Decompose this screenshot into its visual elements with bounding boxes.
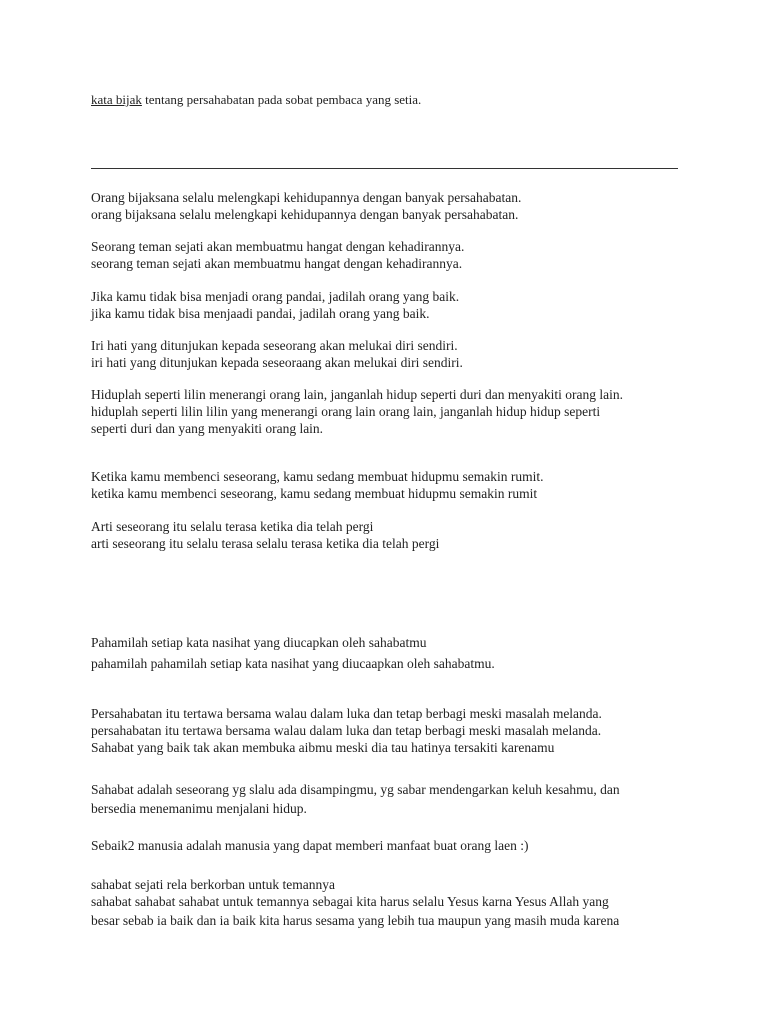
paragraph-line: Seorang teman sejati akan membuatmu hangat dengan kehadirannya. — [91, 239, 465, 254]
paragraph — [91, 781, 691, 817]
paragraph-line: hiduplah seperti lilin lilin yang menerangi orang lain orang lain, janganlah hidup hidup seperti — [91, 404, 601, 419]
paragraph-line: Pahamilah setiap kata nasihat yang diucapkan oleh sahabatmu — [91, 635, 427, 650]
paragraph — [91, 189, 691, 223]
paragraph-line: jika kamu tidak bisa menjaadi pandai, jadilah orang yang baik. — [91, 306, 430, 321]
paragraph-line: sahabat sejati rela berkorban untuk temannya — [91, 877, 336, 892]
paragraph — [91, 337, 691, 371]
paragraph — [91, 518, 691, 552]
header-text: tentang persahabatan pada sobat pembaca yang setia. — [141, 92, 422, 107]
paragraph-line: orang bijaksana selalu melengkapi kehidupannya dengan banyak persahabatan. — [91, 207, 519, 222]
paragraph — [91, 288, 691, 322]
paragraph-line: iri hati yang ditunjukan kepada seseoraang akan melukai diri sendiri. — [91, 355, 463, 370]
kata-bijak-link[interactable]: kata bijak — [91, 92, 142, 107]
paragraph-line: seorang teman sejati akan membuatmu hangat dengan kehadirannya. — [91, 256, 463, 271]
paragraph — [91, 386, 691, 437]
header-line — [91, 92, 421, 108]
paragraph-line: bersedia menemanimu menjalani hidup. — [91, 801, 307, 816]
paragraph-line: seperti duri dan yang menyakiti orang lain. — [91, 421, 324, 436]
paragraph — [91, 468, 691, 502]
paragraph-line: Sebaik2 manusia adalah manusia yang dapat memberi manfaat buat orang laen :) — [91, 838, 529, 853]
paragraph-line: sahabat sahabat sahabat untuk temannya sebagai kita harus selalu Yesus karna Yesus Allah yang — [91, 894, 609, 909]
paragraph-line: persahabatan itu tertawa bersama walau dalam luka dan tetap berbagi meski masalah melanda. — [91, 723, 602, 738]
paragraph-line: Persahabatan itu tertawa bersama walau dalam luka dan tetap berbagi meski masalah melanda. — [91, 706, 602, 721]
paragraph-line: ketika kamu membenci seseorang, kamu sedang membuat hidupmu semakin rumit — [91, 486, 538, 501]
paragraph — [91, 634, 691, 672]
paragraph-line: Sahabat adalah seseorang yg slalu ada disampingmu, yg sabar mendengarkan keluh kesahmu, dan — [91, 782, 620, 797]
paragraph-line: Sahabat yang baik tak akan membuka aibmu meski dia tau hatinya tersakiti karenamu — [91, 740, 555, 755]
paragraph-line: Orang bijaksana selalu melengkapi kehidupannya dengan banyak persahabatan. — [91, 190, 522, 205]
paragraph-line: Jika kamu tidak bisa menjadi orang pandai, jadilah orang yang baik. — [91, 289, 460, 304]
paragraph — [91, 876, 691, 929]
paragraph-line: Ketika kamu membenci seseorang, kamu sedang membuat hidupmu semakin rumit. — [91, 469, 544, 484]
paragraph-line: besar sebab ia baik dan ia baik kita harus sesama yang lebih tua maupun yang masih muda karena — [91, 913, 620, 928]
paragraph-line: Arti seseorang itu selalu terasa ketika dia telah pergi — [91, 519, 374, 534]
paragraph-line: Iri hati yang ditunjukan kepada seseorang akan melukai diri sendiri. — [91, 338, 458, 353]
paragraph — [91, 238, 691, 272]
paragraph-line: pahamilah pahamilah setiap kata nasihat yang diucaapkan oleh sahabatmu. — [91, 656, 495, 671]
paragraph — [91, 705, 691, 756]
horizontal-divider — [91, 168, 678, 169]
paragraph-line: arti seseorang itu selalu terasa selalu terasa ketika dia telah pergi — [91, 536, 440, 551]
paragraph — [91, 837, 691, 854]
paragraph-line: Hiduplah seperti lilin menerangi orang lain, janganlah hidup seperti duri dan menyakiti orang lain. — [91, 387, 623, 402]
